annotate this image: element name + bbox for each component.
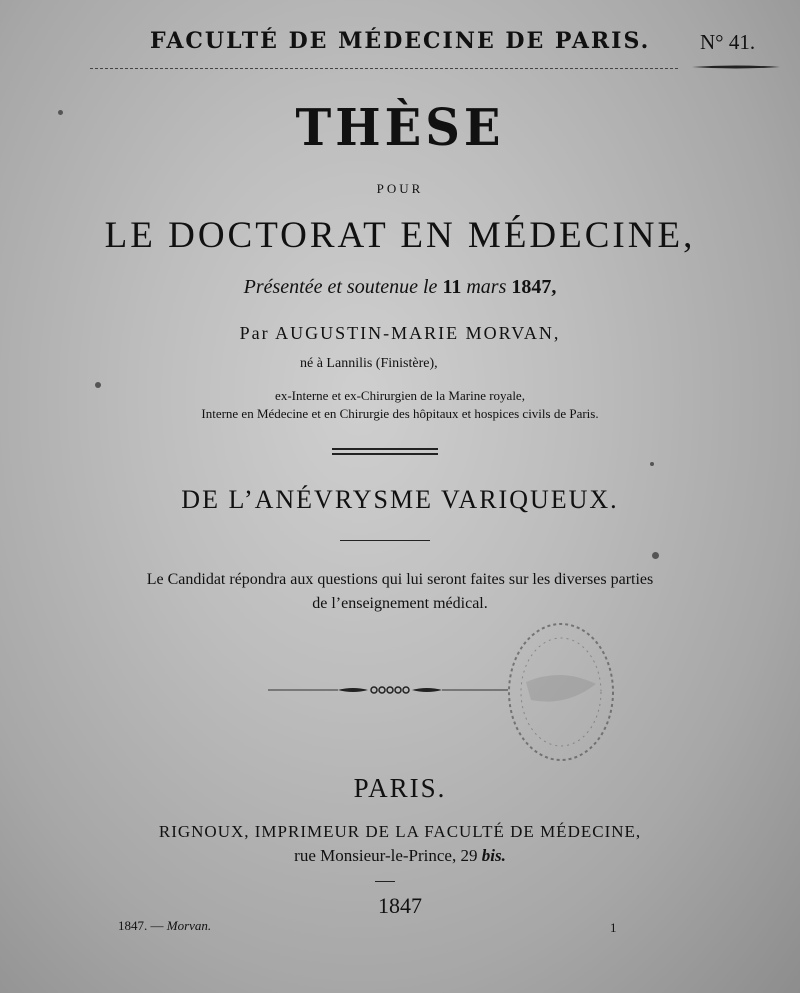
author-title-2: Interne en Médecine et en Chirurgie des hôpitaux et hospices civils de Paris. [201, 406, 599, 421]
signature-name: Morvan. [166, 918, 212, 933]
candidate-notice-line-2: de l’enseignement médical. [312, 595, 488, 612]
address-text: rue Monsieur-le-Prince, 29 [294, 846, 478, 865]
address-suffix: bis. [481, 846, 506, 865]
pour-label: POUR [376, 181, 424, 196]
short-rule [375, 881, 395, 882]
thesis-heading: THÈSE [295, 98, 505, 158]
header-dashed-rule [90, 68, 678, 69]
number-ornament-rule [692, 65, 780, 69]
candidate-notice-line-1: Le Candidat répondra aux questions qui lui seront faites sur les diverses parties [146, 571, 654, 588]
running-head-faculty: FACULTÉ DE MÉDECINE DE PARIS. [150, 28, 651, 54]
paper-speck [95, 382, 101, 388]
paper-speck [58, 110, 63, 115]
degree-heading: LE DOCTORAT EN MÉDECINE, [104, 215, 696, 256]
author-line [0, 323, 800, 344]
par-label: Par [239, 323, 270, 343]
imprint-city: PARIS. [353, 773, 447, 803]
defense-year: 1847, [511, 276, 557, 298]
imprint-year: 1847 [378, 893, 422, 918]
ornament-divider [268, 682, 508, 698]
defense-day: 11 [442, 276, 462, 298]
defense-date-line [0, 276, 800, 299]
single-rule [340, 540, 430, 541]
double-rule [332, 448, 438, 455]
printer-address [0, 846, 800, 866]
sheet-number: 1 [610, 920, 617, 935]
defense-month: mars [466, 276, 507, 298]
thesis-subject: DE L’ANÉVRYSME VARIQUEUX. [181, 485, 619, 514]
signature-mark [118, 918, 211, 934]
author-title-1: ex-Interne et ex-Chirurgien de la Marine royale, [275, 388, 525, 403]
author-name: AUGUSTIN-MARIE MORVAN, [275, 323, 561, 343]
paper-speck [652, 552, 659, 559]
author-birthplace: né à Lannilis (Finistère), [300, 356, 438, 371]
defense-prefix: Présentée et soutenue le [243, 276, 438, 298]
printer-line: RIGNOUX, IMPRIMEUR DE LA FACULTÉ DE MÉDECINE, [158, 822, 642, 841]
issue-number: N° 41. [700, 30, 756, 54]
library-stamp [496, 612, 626, 772]
signature-year: 1847. — [118, 918, 164, 933]
paper-speck [650, 462, 654, 466]
